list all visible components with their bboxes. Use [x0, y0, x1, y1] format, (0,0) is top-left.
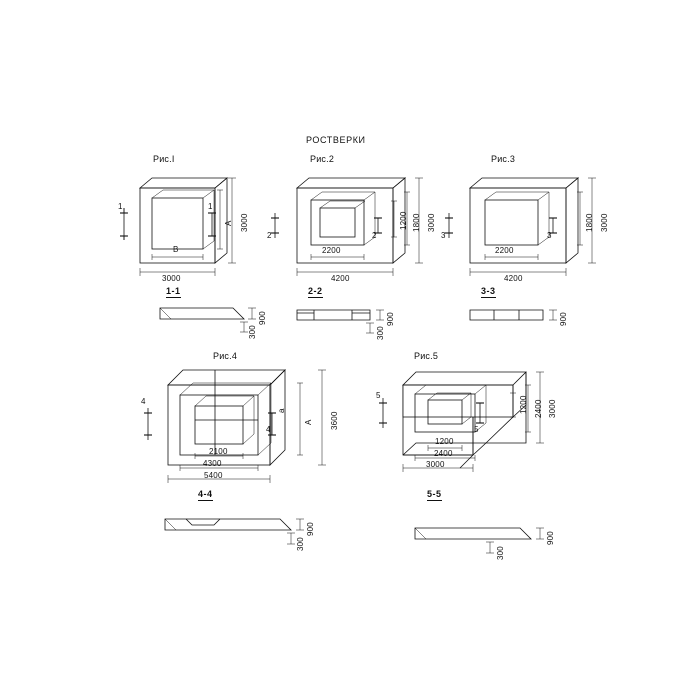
dim-fig3-height-inner: 1800: [585, 213, 594, 232]
dim-fig5-height-inner: 2400: [534, 399, 543, 418]
cut-mark-4b: 4: [266, 425, 271, 434]
dim-fig1-sec-thk: 900: [258, 311, 267, 325]
figure-caption-3: Рис.3: [491, 154, 516, 164]
dim-fig4-height-outer: 3600: [330, 411, 339, 430]
dim-fig1-letter-b: В: [173, 245, 179, 254]
dim-fig4-sec-thk: 900: [306, 522, 315, 536]
dim-fig1-width: 3000: [162, 274, 181, 283]
cut-mark-5b: 5: [474, 425, 479, 434]
cut-mark-5a: 5: [376, 391, 381, 400]
section-label-4-4: 4-4: [198, 489, 213, 499]
dim-fig5-height-outer: 3000: [548, 399, 557, 418]
figure-caption-4: Рис.4: [213, 351, 238, 361]
dim-fig3-sec-thk: 900: [559, 312, 568, 326]
dim-fig5-sec-thk: 900: [546, 531, 555, 545]
dim-fig4-width-inner: 4300: [203, 459, 222, 468]
section-label-3-3: 3-3: [481, 286, 496, 296]
figure-caption-2: Рис.2: [310, 154, 335, 164]
dim-fig2-width-inner: 2200: [322, 246, 341, 255]
dim-fig5-sec-thk2: 300: [496, 546, 505, 560]
dim-fig3-width-bottom: 4200: [504, 274, 523, 283]
dim-fig4-sec-thk2: 300: [296, 537, 305, 551]
cut-mark-1a: 1: [118, 202, 123, 211]
dim-fig5-width-bottom: 3000: [426, 460, 445, 469]
dim-fig4-letter-a2: а: [277, 408, 286, 413]
dim-fig2-height-inner: 1800: [412, 213, 421, 232]
dim-fig5-height-core: 1200: [519, 395, 528, 414]
dim-fig4-width-bottom: 5400: [204, 471, 223, 480]
dim-fig1-height: 3000: [240, 213, 249, 232]
section-label-5-5: 5-5: [427, 489, 442, 499]
cut-mark-1b: 1: [208, 202, 213, 211]
figure-caption-5: Рис.5: [414, 351, 439, 361]
dim-fig3-height-outer: 3000: [600, 213, 609, 232]
dim-fig2-sec-thk: 900: [386, 312, 395, 326]
dim-fig1-letter-a: А: [224, 220, 233, 226]
cut-mark-3b: 3: [547, 231, 552, 240]
dim-fig5-width-core: 1200: [435, 437, 454, 446]
dim-fig4-width-core: 2100: [209, 447, 228, 456]
cut-mark-2a: 2: [267, 231, 272, 240]
cut-mark-2b: 2: [372, 231, 377, 240]
figure-caption-1: Рис.І: [153, 154, 175, 164]
page-title: РОСТВЕРКИ: [306, 135, 366, 145]
cut-mark-3a: 3: [441, 231, 446, 240]
dim-fig2-height-outer: 3000: [427, 213, 436, 232]
dim-fig5-width-inner: 2400: [434, 449, 453, 458]
dim-fig1-sec-thk2: 300: [248, 325, 257, 339]
dim-fig2-sec-thk2: 300: [376, 326, 385, 340]
dim-fig2-width-bottom: 4200: [331, 274, 350, 283]
section-label-1-1: 1-1: [166, 286, 181, 296]
dim-fig2-height-core: 1200: [399, 211, 408, 230]
cut-mark-4a: 4: [141, 397, 146, 406]
dim-fig4-letter-a: А: [304, 419, 313, 425]
section-label-2-2: 2-2: [308, 286, 323, 296]
dim-fig3-width-inner: 2200: [495, 246, 514, 255]
